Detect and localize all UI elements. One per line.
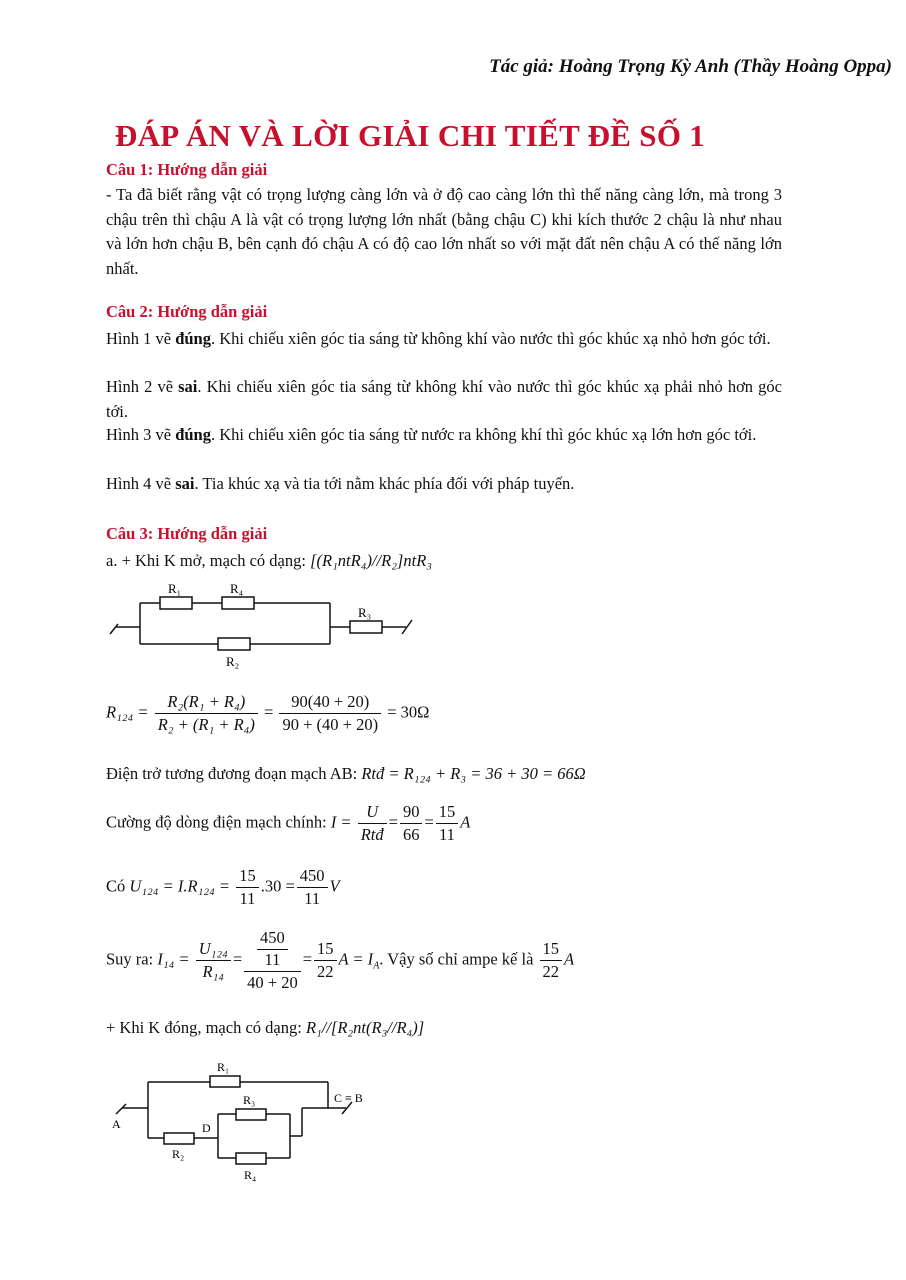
q2-verdict: sai xyxy=(175,474,195,493)
i14-conclusion: . Vậy số chỉ ampe kế là xyxy=(379,949,534,969)
u124-lhs: U₁₂₄ = I.R₁₂₄ = xyxy=(129,876,231,896)
i14-frac3: $\frac{15}{22}$ xyxy=(314,939,337,982)
i14-frac2: $\frac{\frac{450}{11}}{40 + 20}$ xyxy=(244,928,301,993)
current-label: Cường độ dòng điện mạch chính: xyxy=(106,812,327,832)
closed-label: + Khi K đóng, mạch có dạng: xyxy=(106,1018,302,1037)
circuit-diagram-open xyxy=(104,578,424,678)
circuit1-r4-label: R₄ xyxy=(230,581,244,596)
q2-verdict: sai xyxy=(178,377,198,396)
u124-frac1: $\frac{15}{11}$ xyxy=(236,866,259,909)
q3a-circuit-form: [(R₁ntR₄)//R₂]ntR₃ xyxy=(310,551,433,570)
u124-line xyxy=(106,866,340,909)
r124-lhs: R₁₂₄ = xyxy=(106,702,149,722)
u124-label: Có xyxy=(106,876,126,896)
circuit2-r4-label: R₄ xyxy=(244,1168,257,1182)
i14-tail-sub: A xyxy=(373,960,380,972)
q3a-intro-text: a. + Khi K mở, mạch có dạng: xyxy=(106,551,306,570)
u124-mid: .30 = xyxy=(260,876,295,896)
u124-frac2: $\frac{450}{11}$ xyxy=(297,866,328,909)
i14-label: Suy ra: xyxy=(106,949,154,969)
current-line: Cường độ dòng điện mạch chính: I = $\frac{U}{\text{Rtđ}}$ = $\frac{90}{66}$ = $\frac{15}{11}$ A xyxy=(106,802,471,844)
circuit2-d-label: D xyxy=(202,1121,211,1135)
q1-heading: Câu 1: Hướng dẫn giải xyxy=(106,160,268,179)
i14-frac1: $\frac{\text{U₁₂₄}}{\text{R₁₄}}$ xyxy=(196,939,231,982)
current-frac1: $\frac{U}{\text{Rtđ}}$ xyxy=(358,802,387,845)
circuit2-a-label: A xyxy=(112,1117,121,1131)
i14-lhs: I₁₄ = xyxy=(157,949,190,969)
rtd-label: Điện trở tương đương đoạn mạch AB: xyxy=(106,764,358,783)
q3-heading: Câu 3: Hướng dẫn giải xyxy=(106,524,268,543)
circuit1-r3-label: R₃ xyxy=(358,605,372,620)
circuit-diagram-closed xyxy=(102,1052,378,1186)
circuit2-r3-label: R₃ xyxy=(243,1093,256,1107)
q2-item: Hình 2 vẽ sai. Khi chiếu xiên góc tia sáng từ không khí vào nước thì góc khúc xạ phải nhỏ hơn góc tới. xyxy=(106,377,782,421)
closed-line xyxy=(106,1018,424,1038)
circuit1-r2-label: R₂ xyxy=(226,654,240,669)
circuit2-cb-label: C ≡ B xyxy=(334,1091,363,1105)
q2-item: Hình 3 vẽ đúng. Khi chiếu xiên góc tia sáng từ nước ra không khí thì góc khúc xạ lớn hơn góc tới. xyxy=(106,425,757,444)
circuit1-r1-label: R₁ xyxy=(168,581,182,596)
i14-unit: A xyxy=(564,949,575,969)
current-unit: A xyxy=(460,812,471,832)
author-line: Tác giả: Hoàng Trọng Kỳ Anh (Thầy Hoàng Oppa) xyxy=(489,56,892,77)
q2-verdict: đúng xyxy=(175,329,211,348)
r124-equation: R₁₂₄ = $\frac{\text{R₂(R₁ + R₄)}}{\text{R₂ + (R₁ + R₄)}}$ = $\frac{90(40 + 20)}{90 + (40 + 20)}$ = 30Ω xyxy=(106,692,430,734)
i14-answer-frac: $\frac{15}{22}$ xyxy=(540,939,563,982)
circuit2-r2-label: R₂ xyxy=(172,1147,185,1161)
r124-frac2: $\frac{90(40 + 20)}{90 + (40 + 20)}$ xyxy=(279,692,381,735)
closed-form: R₁//[R₂nt(R₃//R₄)] xyxy=(305,1018,425,1037)
q3a-intro xyxy=(106,551,432,571)
page-title: ĐÁP ÁN VÀ LỜI GIẢI CHI TIẾT ĐỀ SỐ 1 xyxy=(114,118,706,153)
q2-item: Hình 4 vẽ sai. Tia khúc xạ và tia tới nằm khác phía đối với pháp tuyến. xyxy=(106,474,575,493)
current-frac2: $\frac{90}{66}$ xyxy=(400,802,423,845)
i14-tail: A = I xyxy=(338,949,374,969)
rtd-expr: Rtđ = R₁₂₄ + R₃ = 36 + 30 = 66Ω xyxy=(361,764,586,783)
current-lhs: I = xyxy=(330,812,352,832)
current-frac3: $\frac{15}{11}$ xyxy=(436,802,459,845)
q2-item: Hình 1 vẽ đúng. Khi chiếu xiên góc tia sáng từ không khí vào nước thì góc khúc xạ nhỏ hơn góc tới. xyxy=(106,329,771,348)
q2-heading: Câu 2: Hướng dẫn giải xyxy=(106,302,268,321)
i14-line: Suy ra: I₁₄ = $\frac{\text{U₁₂₄}}{\text{R₁₄}}$ = $\frac{\frac{450}{11}}{40 + 20}$ = $\frac{15}{22}$ $A = I_A$. Vậy số chỉ ampe kế là $\frac{15}{22}$ A xyxy=(106,928,575,992)
r124-result: = 30Ω xyxy=(387,702,430,722)
u124-unit: V xyxy=(329,876,340,896)
q1-text: - Ta đã biết rằng vật có trọng lượng càng lớn và ở độ cao càng lớn thì thế năng càng lớn, mà trong 3 chậu trên thì chậu A là vật có trọng lượng lớn nhất (bằng chậu C) khi kích thước 2 chậu là như nhau và lớn hơn chậu B, bên cạnh đó chậu A có độ cao lớn nhất so với mặt đất nên chậu A có thế năng lớn nhất. xyxy=(106,185,782,278)
rtd-line xyxy=(106,764,586,784)
circuit2-r1-label: R₁ xyxy=(217,1060,230,1074)
r124-frac1: $\frac{\text{R₂(R₁ + R₄)}}{\text{R₂ + (R₁ + R₄)}}$ xyxy=(155,692,258,735)
q2-verdict: đúng xyxy=(175,425,211,444)
